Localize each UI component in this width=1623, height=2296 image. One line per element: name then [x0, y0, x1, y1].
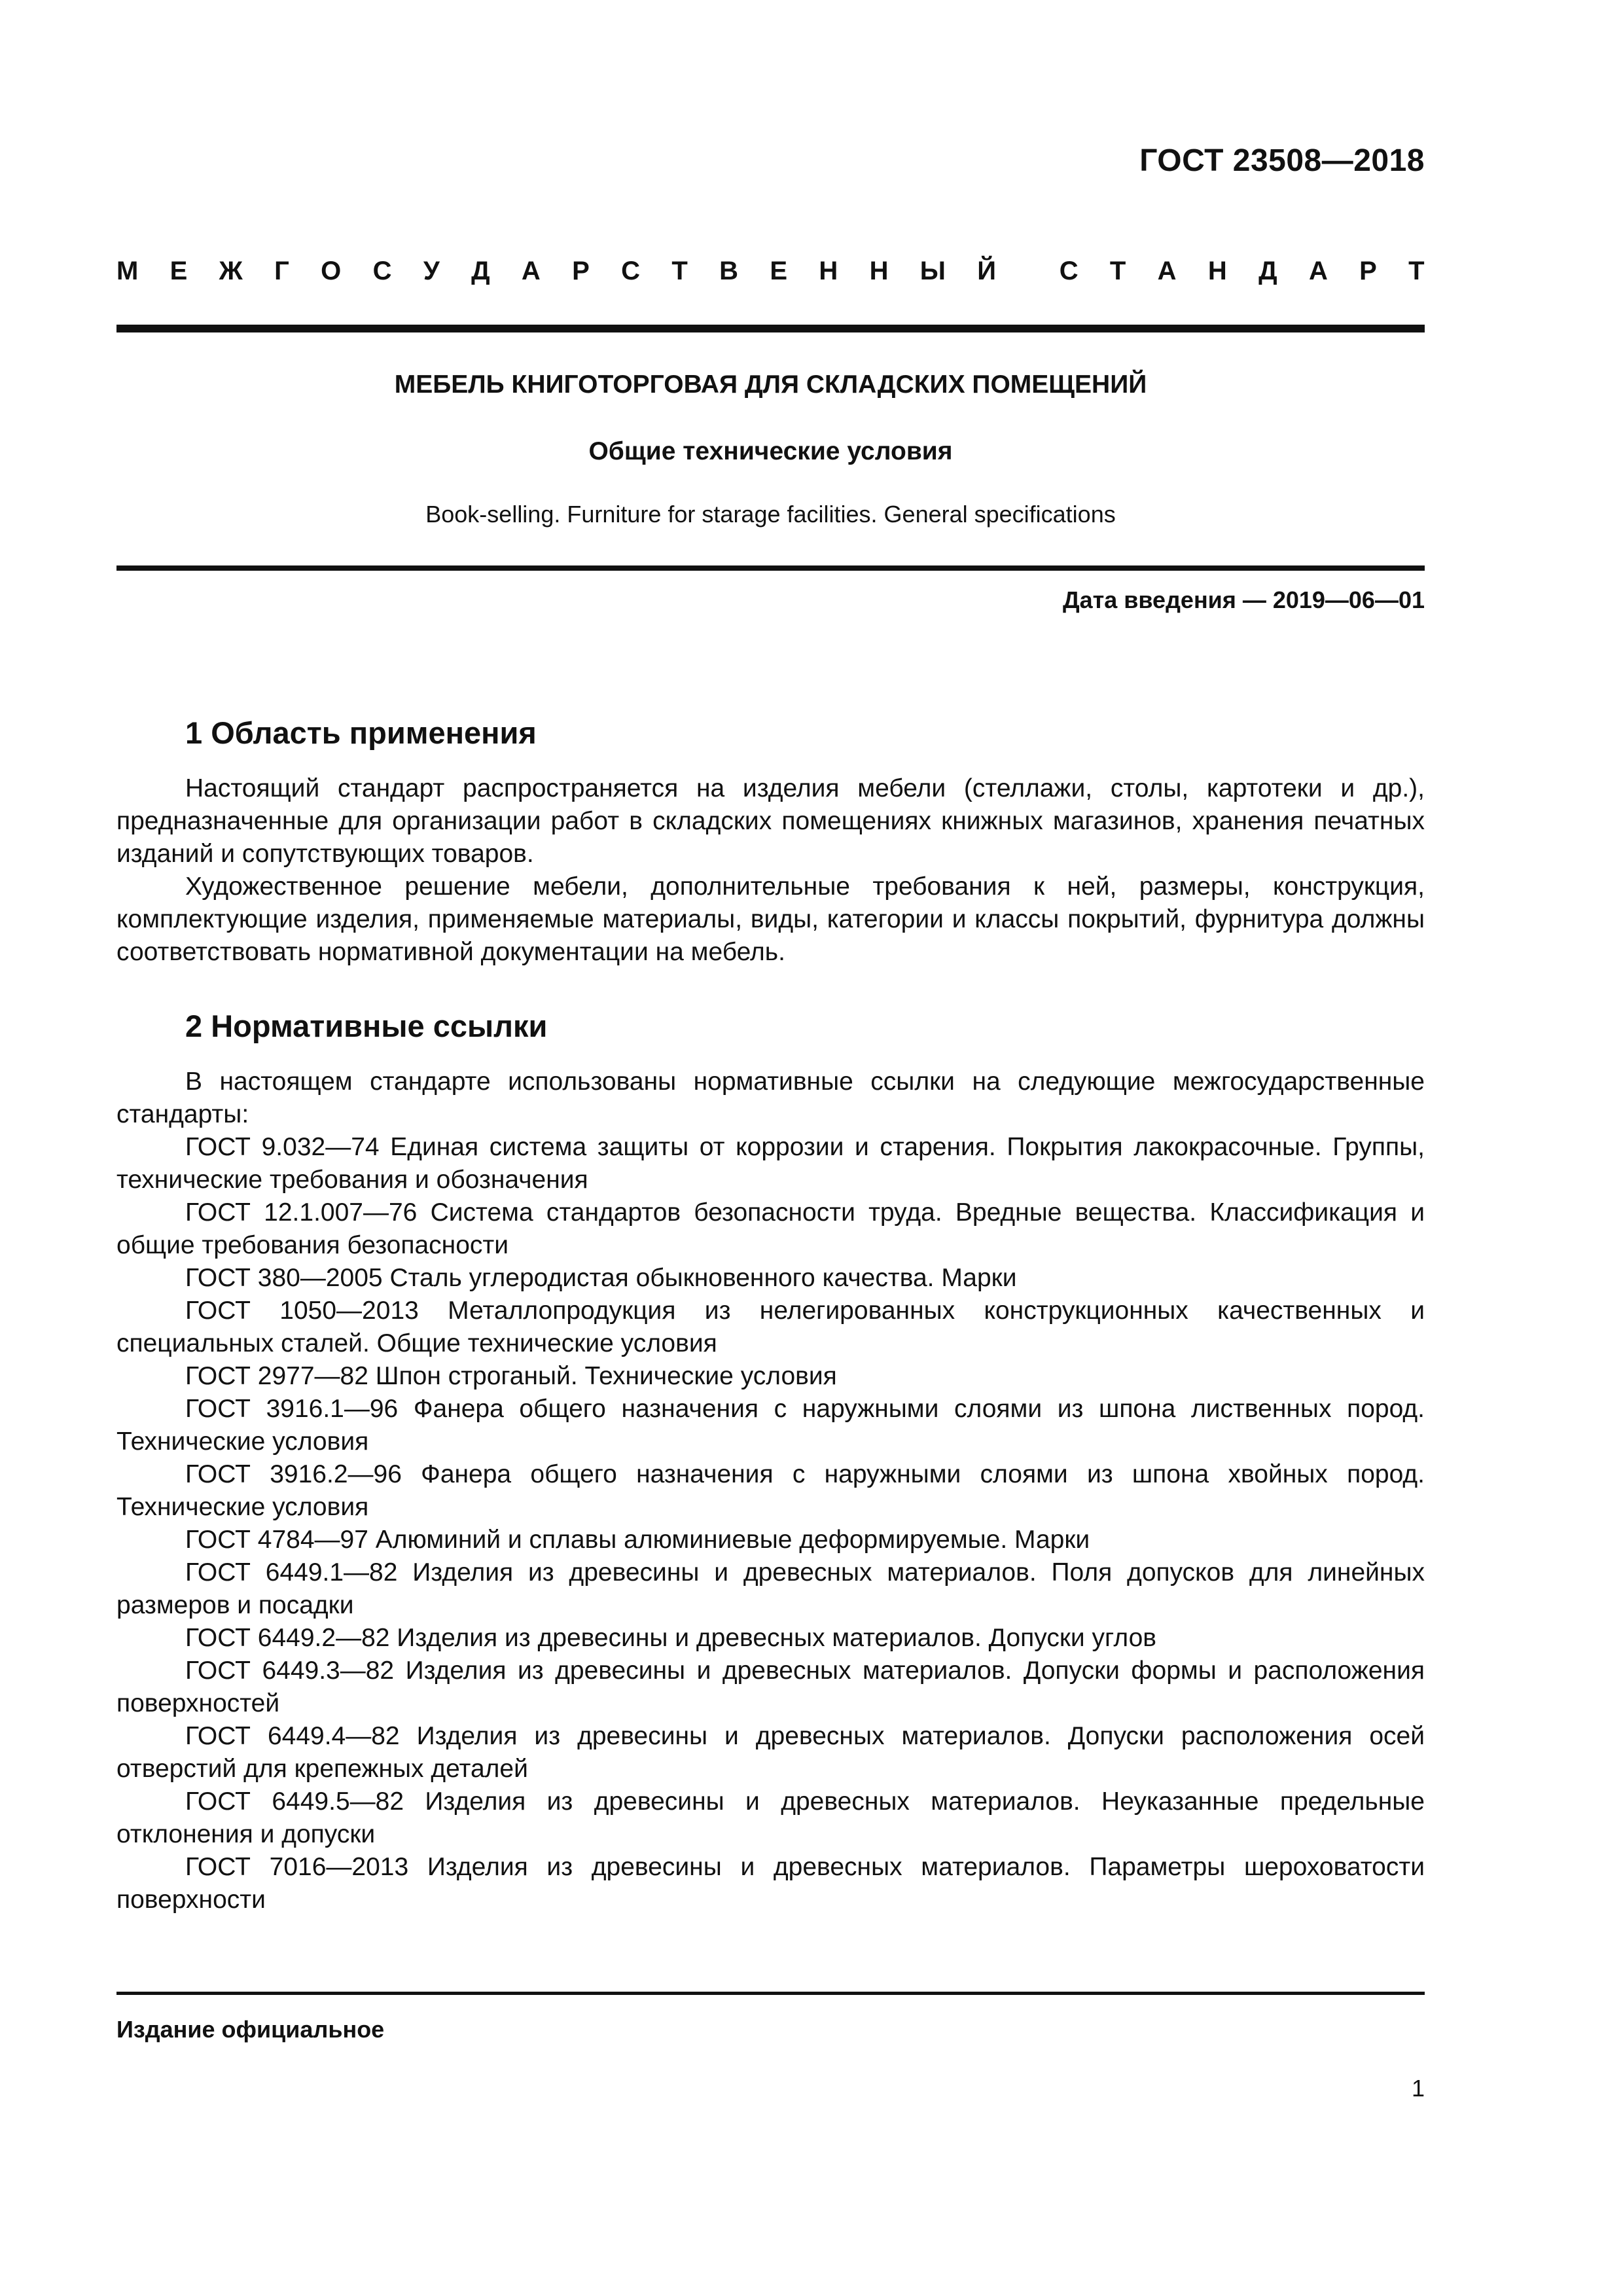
kind-letter: Е — [169, 257, 188, 285]
reference-item: ГОСТ 12.1.007—76 Система стандартов безопасности труда. Вредные вещества. Классификация и общие требования безопасности — [116, 1198, 1425, 1259]
section-1-paragraph: Художественное решение мебели, дополнительные требования к ней, размеры, конструкция, комплектующие изделия, применяемые материалы, виды, категории и классы покрытий, фурнитура должны соответствовать нормативной документации на мебель. — [116, 872, 1425, 966]
kind-letter: Т — [1408, 257, 1425, 285]
references-intro: В настоящем стандарте использованы нормативные ссылки на следующие межгосударственные стандарты: — [116, 1067, 1425, 1128]
reference-item: ГОСТ 1050—2013 Металлопродукция из нелегированных конструкционных качественных и специальных сталей. Общие технические условия — [116, 1297, 1425, 1357]
kind-letter: Ы — [919, 257, 946, 285]
introduction-date: Дата введения — 2019—06—01 — [1062, 586, 1425, 613]
reference-item: ГОСТ 3916.1—96 Фанера общего назначения с наружными слоями из шпона лиственных пород. Технические условия — [116, 1395, 1425, 1456]
section-1-heading: 1 Область применения — [185, 715, 537, 750]
english-title: Book-selling. Furniture for starage facilities. General specifications — [425, 501, 1116, 528]
kind-letter: Г — [274, 257, 289, 285]
reference-item: ГОСТ 6449.5—82 Изделия из древесины и древесных материалов. Неуказанные предельные отклонения и допуски — [116, 1787, 1425, 1848]
kind-letter: Р — [572, 257, 590, 285]
references-list — [116, 1066, 1425, 1916]
kind-letter: О — [321, 257, 342, 285]
kind-letter: У — [423, 257, 440, 285]
top-divider — [116, 325, 1425, 332]
footer-divider — [116, 1992, 1425, 1995]
reference-item: ГОСТ 380—2005 Сталь углеродистая обыкновенного качества. Марки — [185, 1264, 1017, 1292]
kind-letter: Н — [1207, 257, 1227, 285]
standard-code: ГОСТ 23508—2018 — [1139, 143, 1425, 178]
kind-letter: С — [1059, 257, 1079, 285]
kind-letter: Т — [671, 257, 688, 285]
kind-letter: Ж — [219, 257, 243, 285]
kind-letter: С — [621, 257, 641, 285]
document-title: МЕБЕЛЬ КНИГОТОРГОВАЯ ДЛЯ СКЛАДСКИХ ПОМЕЩЕНИЙ — [394, 370, 1147, 399]
kind-letter: Д — [1258, 257, 1277, 285]
kind-letter: Е — [770, 257, 788, 285]
reference-item: ГОСТ 7016—2013 Изделия из древесины и древесных материалов. Параметры шероховатости поверхности — [116, 1853, 1425, 1914]
section-2-heading: 2 Нормативные ссылки — [185, 1009, 548, 1043]
kind-letter: Т — [1109, 257, 1126, 285]
kind-letter: М — [116, 257, 139, 285]
title-divider — [116, 565, 1425, 571]
standard-kind-heading — [116, 257, 1425, 286]
kind-letter: В — [719, 257, 738, 285]
reference-item: ГОСТ 2977—82 Шпон строганый. Технические условия — [185, 1362, 837, 1390]
document-subtitle: Общие технические условия — [588, 437, 953, 465]
kind-letter: С — [372, 257, 392, 285]
reference-item: ГОСТ 3916.2—96 Фанера общего назначения с наружными слоями из шпона хвойных пород. Технические условия — [116, 1460, 1425, 1521]
section-1-paragraph: Настоящий стандарт распространяется на изделия мебели (стеллажи, столы, картотеки и др.), предназначенные для организации работ в складских помещениях книжных магазинов, хранения печатных изданий и сопутствующих товаров. — [116, 774, 1425, 868]
page-number: 1 — [1411, 2075, 1425, 2102]
reference-item: ГОСТ 6449.1—82 Изделия из древесины и древесных материалов. Поля допусков для линейных размеров и посадки — [116, 1558, 1425, 1619]
section-1-body — [116, 772, 1425, 969]
kind-letter: А — [1157, 257, 1177, 285]
official-edition-note: Издание официальное — [116, 2016, 385, 2043]
kind-letter: Д — [471, 257, 490, 285]
kind-letter: А — [521, 257, 541, 285]
reference-item: ГОСТ 6449.4—82 Изделия из древесины и древесных материалов. Допуски расположения осей отверстий для крепежных деталей — [116, 1722, 1425, 1783]
kind-letter: Й — [977, 257, 997, 285]
reference-item: ГОСТ 6449.2—82 Изделия из древесины и древесных материалов. Допуски углов — [185, 1624, 1156, 1652]
reference-item: ГОСТ 6449.3—82 Изделия из древесины и древесных материалов. Допуски формы и расположения поверхностей — [116, 1657, 1425, 1717]
kind-letter: Н — [819, 257, 838, 285]
kind-letter: Р — [1359, 257, 1377, 285]
kind-letter: А — [1308, 257, 1328, 285]
reference-item: ГОСТ 9.032—74 Единая система защиты от коррозии и старения. Покрытия лакокрасочные. Группы, технические требования и обозначения — [116, 1133, 1425, 1194]
kind-letter: Н — [869, 257, 889, 285]
reference-item: ГОСТ 4784—97 Алюминий и сплавы алюминиевые деформируемые. Марки — [185, 1526, 1090, 1554]
